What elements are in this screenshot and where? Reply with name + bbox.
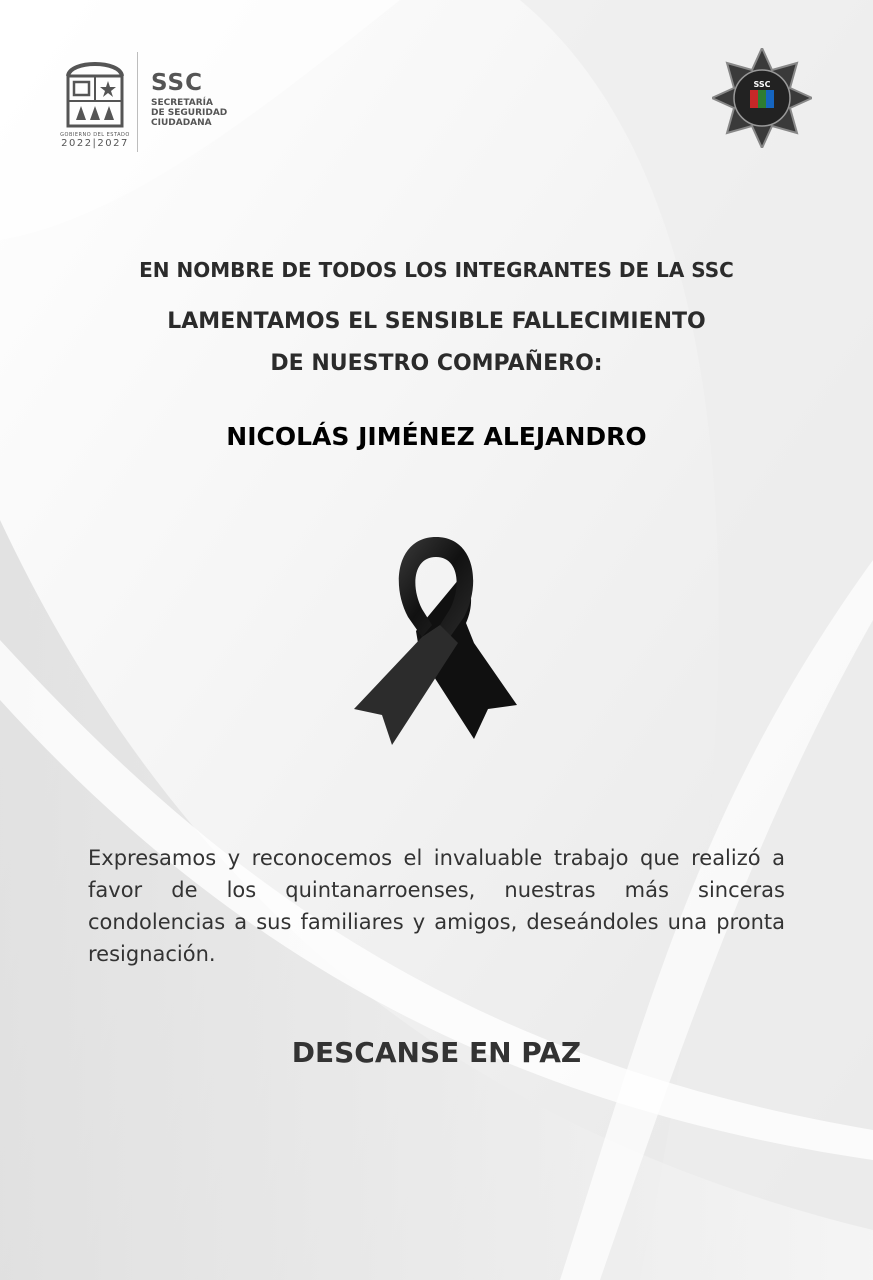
gov-years: 2022|2027 — [61, 138, 129, 149]
gov-caption: GOBIERNO DEL ESTADO — [60, 132, 130, 138]
condolence-paragraph: Expresamos y reconocemos el invaluable trabajo que realizó a favor de los quintanarroenses, nuestras más sinceras condolencias a sus familiares y amigos, deseándoles una pronta resignación. — [88, 846, 785, 966]
ssc-line-3: CIUDADANA — [151, 118, 212, 128]
police-star-badge-icon — [712, 48, 812, 148]
mourning-ribbon-icon — [354, 533, 519, 747]
intro-heading: EN NOMBRE DE TODOS LOS INTEGRANTES DE LA SSC — [139, 258, 734, 282]
ssc-acronym: SSC — [151, 70, 203, 96]
ssc-line-1: SECRETARÍA — [151, 98, 213, 108]
deceased-name: NICOLÁS JIMÉNEZ ALEJANDRO — [226, 422, 647, 451]
closing-text: DESCANSE EN PAZ — [291, 1036, 582, 1069]
logo-divider — [137, 52, 138, 152]
condolence-line-2: DE NUESTRO COMPAÑERO: — [270, 351, 603, 376]
badge-label: SSC — [753, 80, 771, 89]
ssc-line-2: DE SEGURIDAD — [151, 108, 228, 118]
condolence-line-1: LAMENTAMOS EL SENSIBLE FALLECIMIENTO — [167, 309, 706, 334]
